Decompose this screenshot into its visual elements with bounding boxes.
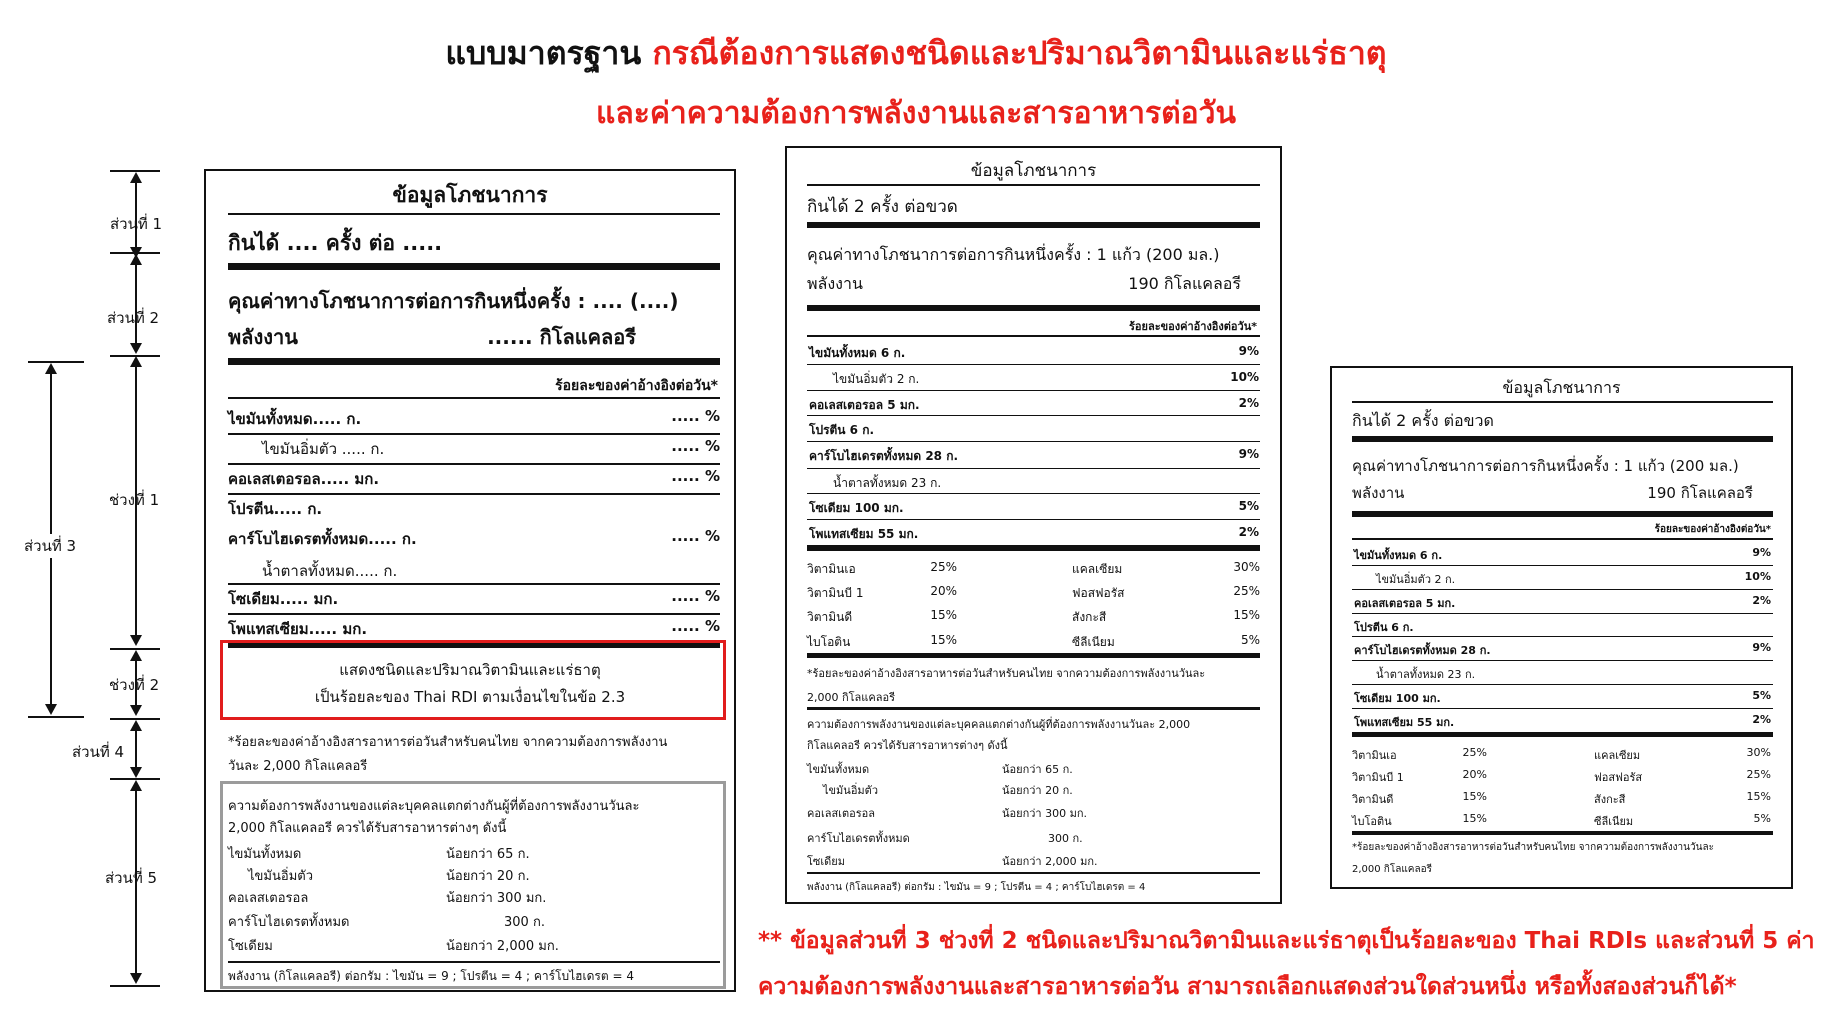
bottom-note: ** ข้อมูลส่วนที่ 3 ช่วงที่ 2 ชนิดและปริมาณวิตามินและแร่ธาตุเป็นร้อยละของ Thai RDIs และส่วนที่ 5 ค่าความต้องการพลังงานและสารอาหารต่อวัน สามารถเลือกแสดงส่วนใดส่วนหนึ่ง หรือทั้งสองส่วนก็ได้*: [758, 928, 1815, 1000]
part3-label: ส่วนที่ 3: [24, 534, 76, 558]
mineral-percent: 5%: [1753, 812, 1771, 825]
rule-thick-4: [807, 653, 1260, 658]
needs-value: 300 ก.: [504, 915, 545, 930]
range2-label: ช่วงที่ 2: [109, 676, 160, 694]
needs-name: ไขมันทั้งหมด: [228, 847, 302, 862]
footnote-line1: *ร้อยละของค่าอ้างอิงสารอาหารต่อวันสำหรับคนไทย จากความต้องการพลังงานวันละ: [1352, 842, 1714, 853]
nutrient-percent: ..... %: [671, 467, 720, 485]
mineral-name: สังกะสี: [1072, 610, 1107, 624]
row-divider: [1352, 684, 1773, 685]
rdi-header: ร้อยละของค่าอ้างอิงต่อวัน*: [1129, 320, 1257, 333]
part1-label: ส่วนที่ 1: [110, 215, 163, 233]
energy-label: พลังงาน: [1352, 484, 1405, 502]
rule-thick-3: [807, 545, 1260, 551]
needs-value: น้อยกว่า 300 มก.: [446, 891, 547, 906]
part3-tick-bottom: [28, 716, 84, 718]
mineral-name: แคลเซียม: [1594, 749, 1641, 762]
nutrient-name: น้ำตาลทั้งหมด 23 ก.: [1376, 668, 1476, 681]
needs-name: ไขมันอิ่มตัว: [248, 869, 313, 884]
rule-rdi: [1352, 538, 1773, 540]
footnote-line1: *ร้อยละของค่าอ้างอิงสารอาหารต่อวันสำหรับคนไทย จากความต้องการพลังงาน: [228, 735, 668, 750]
nutrient-percent: 2%: [1238, 525, 1259, 539]
row-divider: [1352, 636, 1773, 637]
label-title: ข้อมูลโภชนาการ: [1502, 378, 1621, 397]
mineral-percent: 30%: [1233, 560, 1260, 574]
nutrient-percent: 2%: [1752, 713, 1771, 726]
footnote-line2: 2,000 กิโลแคลอรี: [1352, 864, 1432, 875]
needs-line2: 2,000 กิโลแคลอรี ควรได้รับสารอาหารต่างๆ ดังนี้: [228, 821, 507, 836]
vitamin-percent: 15%: [930, 608, 957, 622]
row-divider: [1352, 660, 1773, 661]
vitamin-percent: 15%: [1462, 812, 1487, 825]
nutrient-name: คาร์โบไฮเดรตทั้งหมด 28 ก.: [1354, 644, 1491, 657]
row-divider: [1352, 708, 1773, 709]
mineral-percent: 15%: [1233, 608, 1260, 622]
rule-thick-2: [228, 358, 720, 365]
row-divider: [807, 493, 1260, 494]
page-subtitle: และค่าความต้องการพลังงานและสารอาหารต่อวัน: [596, 96, 1236, 131]
needs-value: น้อยกว่า 20 ก.: [1002, 784, 1073, 797]
rule-energy: [228, 961, 720, 963]
row-divider: [807, 364, 1260, 365]
vitamin-name: ไบโอติน: [1352, 815, 1392, 828]
vitamin-percent: 20%: [1462, 768, 1487, 781]
title-case-description: กรณีต้องการแสดงชนิดและปริมาณวิตามินและแร่ธาตุ: [652, 34, 1387, 72]
vitamin-name: วิตามินดี: [1352, 793, 1394, 806]
page-title: [0, 28, 1832, 79]
row-divider: [228, 433, 720, 435]
part2-label: ส่วนที่ 2: [107, 309, 160, 327]
rule-thick-1: [1352, 436, 1773, 442]
needs-value: น้อยกว่า 65 ก.: [446, 847, 530, 862]
needs-name: คาร์โบไฮเดรตทั้งหมด: [228, 915, 350, 930]
nutrition-label-template: [204, 169, 736, 992]
nutrient-name: คอเลสเตอรอล..... มก.: [228, 470, 380, 488]
energy-label: พลังงาน: [807, 274, 863, 293]
nutrient-percent: 10%: [1744, 570, 1771, 583]
vitamin-percent: 15%: [930, 633, 957, 647]
nutrient-name: ไขมันอิ่มตัว 2 ก.: [1376, 573, 1456, 586]
rule-top: [228, 213, 720, 215]
nutrition-label-short: [1330, 366, 1793, 889]
label-title: ข้อมูลโภชนาการ: [970, 161, 1097, 181]
row-divider: [1352, 565, 1773, 566]
mineral-name: ฟอสฟอรัส: [1594, 771, 1643, 784]
rule-thick-2: [807, 305, 1260, 311]
nutrient-name: ไขมันทั้งหมด..... ก.: [228, 410, 362, 428]
nutrient-name: คาร์โบไฮเดรตทั้งหมด 28 ก.: [809, 449, 959, 463]
row-divider: [1352, 613, 1773, 614]
vitamin-name: วิตามินบี 1: [1352, 771, 1404, 784]
vitamin-name: วิตามินดี: [807, 610, 853, 624]
footnote-line1: *ร้อยละของค่าอ้างอิงสารอาหารต่อวันสำหรับคนไทย จากความต้องการพลังงานวันละ: [807, 667, 1206, 680]
rule-rdi: [807, 335, 1260, 337]
mineral-percent: 25%: [1233, 584, 1260, 598]
rule-thick-2: [1352, 511, 1773, 517]
footnote-line2: 2,000 กิโลแคลอรี: [807, 691, 895, 704]
row-divider: [228, 583, 720, 585]
needs-value: น้อยกว่า 65 ก.: [1002, 763, 1073, 776]
nutrient-name: คอเลสเตอรอล 5 มก.: [1354, 597, 1456, 610]
nutrient-percent: ..... %: [671, 617, 720, 635]
serving-size-text: คุณค่าทางโภชนาการต่อการกินหนึ่งครั้ง : .... (....): [228, 289, 679, 313]
vitamin-percent: 25%: [930, 560, 957, 574]
row-divider: [228, 493, 720, 495]
row-divider: [807, 415, 1260, 416]
row-divider: [807, 519, 1260, 520]
nutrient-name: โปรตีน 6 ก.: [1354, 621, 1414, 634]
rule-needs: [807, 707, 1260, 710]
nutrient-percent: 9%: [1238, 447, 1259, 461]
row-divider: [807, 468, 1260, 469]
needs-name: คอเลสเตอรอล: [807, 807, 875, 820]
part4-line: [135, 728, 137, 770]
mineral-name: แคลเซียม: [1072, 562, 1123, 576]
nutrient-name: ไขมันทั้งหมด 6 ก.: [809, 346, 906, 360]
part5-label: ส่วนที่ 5: [105, 869, 158, 887]
row-divider: [1352, 589, 1773, 590]
rule-thick-1: [807, 222, 1260, 228]
nutrient-name: โพแทสเซียม..... มก.: [228, 620, 368, 638]
nutrient-name: โพแทสเซียม 55 มก.: [1354, 716, 1455, 729]
mineral-name: ฟอสฟอรัส: [1072, 586, 1125, 600]
needs-value: น้อยกว่า 20 ก.: [446, 869, 530, 884]
servings-text: กินได้ .... ครั้ง ต่อ .....: [228, 231, 443, 255]
nutrient-percent: 2%: [1238, 396, 1259, 410]
needs-name: โซเดียม: [228, 939, 273, 954]
row-divider: [228, 613, 720, 615]
rule-thick-3: [1352, 732, 1773, 737]
serving-size-text: คุณค่าทางโภชนาการต่อการกินหนึ่งครั้ง : 1 แก้ว (200 มล.): [807, 245, 1220, 264]
part4-label: ส่วนที่ 4: [72, 743, 125, 761]
needs-line1: ความต้องการพลังงานของแต่ละบุคคลแตกต่างกันผู้ที่ต้องการพลังงานวันละ 2,000: [807, 718, 1191, 731]
nutrient-percent: 9%: [1238, 344, 1259, 358]
vitamin-name: วิตามินบี 1: [807, 586, 864, 600]
servings-text: กินได้ 2 ครั้ง ต่อขวด: [1352, 411, 1494, 430]
mineral-percent: 30%: [1746, 746, 1771, 759]
needs-value: น้อยกว่า 300 มก.: [1002, 807, 1087, 820]
vitamin-note-line2: เป็นร้อยละของ Thai RDI ตามเงื่อนไขในข้อ 2.3: [314, 688, 626, 706]
mineral-percent: 15%: [1746, 790, 1771, 803]
energy-label: พลังงาน: [228, 325, 298, 349]
nutrient-name: ไขมันอิ่มตัว ..... ก.: [262, 440, 385, 458]
rdi-header: ร้อยละของค่าอ้างอิงต่อวัน*: [1654, 524, 1771, 535]
nutrient-name: โซเดียม..... มก.: [228, 590, 339, 608]
nutrient-name: น้ำตาลทั้งหมด..... ก.: [262, 562, 398, 580]
row-divider: [228, 463, 720, 465]
energy-factors: พลังงาน (กิโลแคลอรี) ต่อกรัม : ไขมัน = 9 ; โปรตีน = 4 ; คาร์โบไฮเดรต = 4: [807, 882, 1146, 893]
divider-tick-6: [110, 985, 160, 987]
needs-value: น้อยกว่า 2,000 มก.: [446, 939, 559, 954]
vitamin-name: ไบโอติน: [807, 635, 851, 649]
rule-energy: [807, 872, 1260, 874]
needs-line1: ความต้องการพลังงานของแต่ละบุคคลแตกต่างกันผู้ที่ต้องการพลังงานวันละ: [228, 799, 640, 814]
nutrient-name: โซเดียม 100 มก.: [1354, 692, 1441, 705]
serving-size-text: คุณค่าทางโภชนาการต่อการกินหนึ่งครั้ง : 1 แก้ว (200 มล.): [1352, 457, 1739, 475]
mineral-name: สังกะสี: [1594, 793, 1626, 806]
energy-value: 190 กิโลแคลอรี: [1647, 484, 1753, 502]
nutrient-name: โซเดียม 100 มก.: [809, 501, 904, 515]
needs-name: ไขมันทั้งหมด: [807, 763, 870, 776]
footnote-line2: วันละ 2,000 กิโลแคลอรี: [228, 759, 368, 774]
mineral-percent: 5%: [1240, 633, 1260, 647]
needs-line2: กิโลแคลอรี ควรได้รับสารอาหารต่างๆ ดังนี้: [807, 739, 1008, 752]
nutrient-percent: ..... %: [671, 407, 720, 425]
nutrient-percent: 9%: [1752, 641, 1771, 654]
rule-thick-1: [228, 263, 720, 270]
nutrition-label-example: [785, 146, 1282, 904]
mineral-name: ซีลีเนียม: [1072, 635, 1115, 649]
nutrient-name: โพแทสเซียม 55 มก.: [809, 527, 919, 541]
nutrient-name: โปรตีน 6 ก.: [809, 423, 875, 437]
range1-label: ช่วงที่ 1: [109, 491, 160, 509]
vitamin-percent: 25%: [1462, 746, 1487, 759]
needs-name: ไขมันอิ่มตัว: [823, 784, 878, 797]
vitamin-percent: 20%: [930, 584, 957, 598]
energy-value: ...... กิโลแคลอรี: [487, 325, 636, 349]
rule-top: [1352, 401, 1773, 403]
nutrient-name: โปรตีน..... ก.: [228, 500, 323, 518]
energy-value: 190 กิโลแคลอรี: [1128, 274, 1241, 293]
rdi-header: ร้อยละของค่าอ้างอิงต่อวัน*: [555, 378, 718, 394]
vitamin-name: วิตามินเอ: [807, 562, 856, 576]
nutrient-percent: ..... %: [671, 587, 720, 605]
nutrient-name: คอเลสเตอรอล 5 มก.: [809, 398, 920, 412]
vitamin-percent: 15%: [1462, 790, 1487, 803]
label-title: ข้อมูลโภชนาการ: [392, 183, 548, 207]
part2-line: [135, 262, 137, 346]
nutrient-percent: 5%: [1752, 689, 1771, 702]
needs-name: คอเลสเตอรอล: [228, 891, 309, 906]
needs-value: น้อยกว่า 2,000 มก.: [1002, 855, 1098, 868]
nutrient-name: น้ำตาลทั้งหมด 23 ก.: [833, 476, 942, 490]
mineral-percent: 25%: [1746, 768, 1771, 781]
nutrient-name: ไขมันอิ่มตัว 2 ก.: [833, 372, 920, 386]
needs-name: คาร์โบไฮเดรตทั้งหมด: [807, 832, 910, 845]
rule-top: [807, 184, 1260, 186]
row-divider: [807, 390, 1260, 391]
row-divider: [807, 441, 1260, 442]
nutrient-name: ไขมันทั้งหมด 6 ก.: [1354, 549, 1443, 562]
needs-value: 300 ก.: [1048, 832, 1083, 845]
vitamin-name: วิตามินเอ: [1352, 749, 1397, 762]
nutrient-name: คาร์โบไฮเดรตทั้งหมด..... ก.: [228, 530, 417, 548]
servings-text: กินได้ 2 ครั้ง ต่อขวด: [807, 197, 958, 217]
energy-factors: พลังงาน (กิโลแคลอรี) ต่อกรัม : ไขมัน = 9 ; โปรตีน = 4 ; คาร์โบไฮเดรต = 4: [228, 969, 634, 983]
rule-rdi: [228, 397, 720, 399]
nutrient-percent: 10%: [1230, 370, 1259, 384]
nutrient-percent: 9%: [1752, 546, 1771, 559]
rule-thick-4: [1352, 831, 1773, 835]
needs-name: โซเดียม: [807, 855, 845, 868]
vitamin-note-line1: แสดงชนิดและปริมาณวิตามินและแร่ธาตุ: [339, 661, 601, 679]
nutrient-percent: ..... %: [671, 527, 720, 545]
title-standard-form: แบบมาตรฐาน: [445, 34, 642, 72]
mineral-name: ซีลีเนียม: [1594, 815, 1634, 828]
nutrient-percent: 2%: [1752, 594, 1771, 607]
nutrient-percent: ..... %: [671, 437, 720, 455]
nutrient-percent: 5%: [1238, 499, 1259, 513]
